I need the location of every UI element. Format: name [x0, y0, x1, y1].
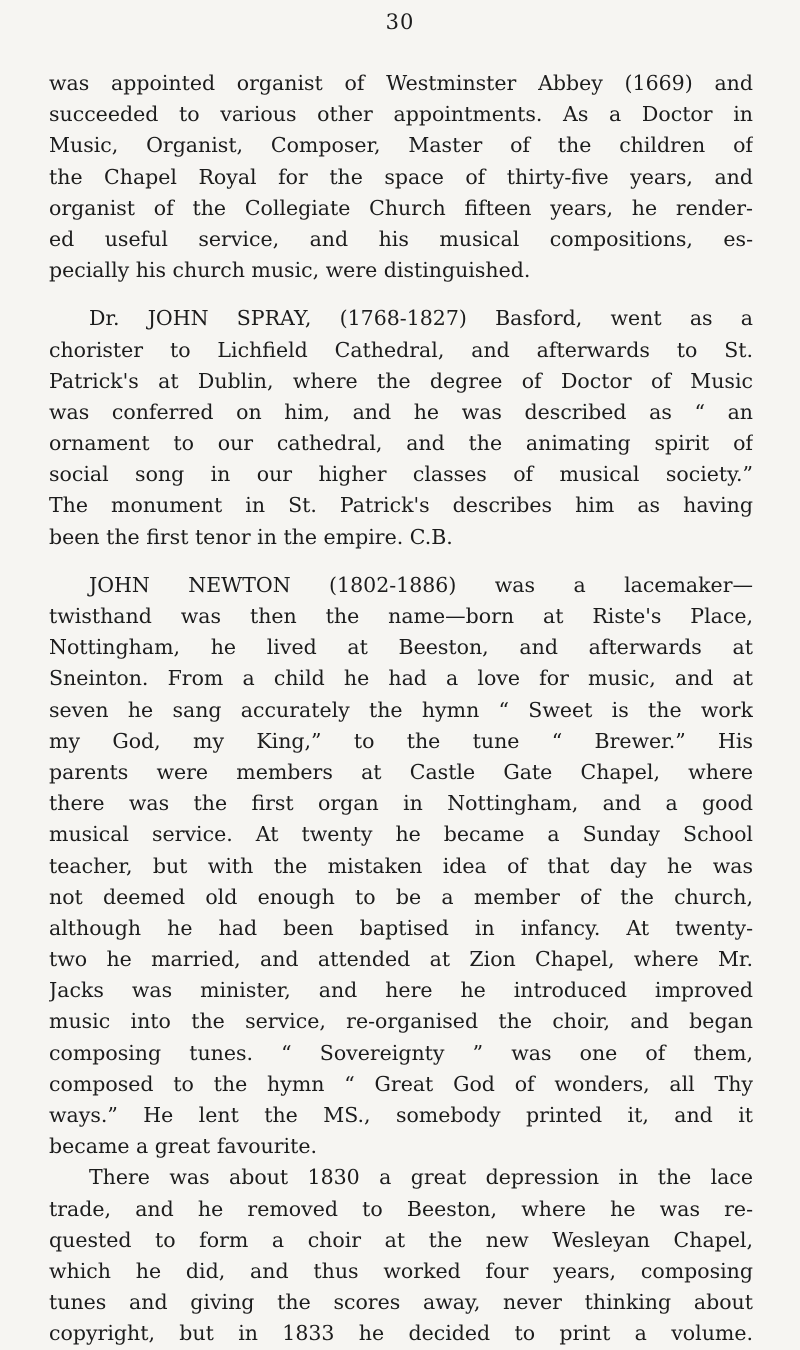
page-number: 30: [385, 10, 415, 34]
text-line: seven he sang accurately the hymn “ Sweet is the work: [49, 697, 753, 722]
text-line: copyright, but in 1833 he decided to print a volume.: [49, 1321, 753, 1346]
text-line: pecially his church music, were distinguished.: [49, 258, 531, 283]
text-line: not deemed old enough to be a member of the church,: [49, 884, 753, 909]
text-line: Nottingham, he lived at Beeston, and afterwards at: [49, 635, 753, 660]
text-line: was appointed organist of Westminster Abbey (1669) and: [49, 71, 753, 95]
text-line: although he had been baptised in infancy. At twenty-: [49, 915, 753, 940]
text-line: succeeded to various other appointments. As a Doctor in: [49, 102, 753, 127]
text-line: music into the service, re-organised the choir, and began: [49, 1009, 753, 1034]
text-line: composed to the hymn “ Great God of wonders, all Thy: [49, 1071, 753, 1096]
text-line: composing tunes. “ Sovereignty ” was one of them,: [49, 1040, 753, 1065]
text-line: Music, Organist, Composer, Master of the children of: [49, 133, 753, 158]
paragraph-lace-depression: [49, 1162, 753, 1349]
text-line: two he married, and attended at Zion Chapel, where Mr.: [49, 947, 753, 972]
text-line: my God, my King,” to the tune “ Brewer.” His: [49, 728, 753, 753]
text-line: quested to form a choir at the new Wesleyan Chapel,: [49, 1227, 753, 1252]
text-line: teacher, but with the mistaken idea of that day he was: [49, 853, 753, 878]
text-line: JOHN NEWTON (1802-1886) was a lacemaker—: [89, 572, 753, 597]
text-line: the Chapel Royal for the space of thirty-five years, and: [49, 164, 753, 189]
text-line: Dr. JOHN SPRAY, (1768-1827) Basford, went as a: [89, 306, 753, 331]
text-line: parents were members at Castle Gate Chapel, where: [49, 759, 753, 784]
text-line: ornament to our cathedral, and the animating spirit of: [49, 431, 753, 456]
text-line: ed useful service, and his musical compositions, es-: [49, 226, 753, 251]
text-line: which he did, and thus worked four years, composing: [49, 1258, 753, 1283]
text-line: chorister to Lichfield Cathedral, and afterwards to St.: [49, 337, 753, 362]
text-line: twisthand was then the name—born at Riste's Place,: [49, 604, 753, 628]
text-line: organist of the Collegiate Church fifteen years, he render-: [49, 195, 753, 220]
text-line: trade, and he removed to Beeston, where he was re-: [49, 1196, 753, 1221]
text-line: Jacks was minister, and here he introduced improved: [49, 978, 753, 1003]
paragraph-john-spray: [49, 303, 753, 553]
text-line: There was about 1830 a great depression in the lace: [89, 1165, 753, 1190]
text-line: ways.” He lent the MS., somebody printed it, and it: [49, 1103, 753, 1127]
paragraph-organist-continuation: [49, 68, 753, 286]
text-line: was conferred on him, and he was described as “ an: [49, 399, 753, 424]
text-line: social song in our higher classes of musical society.”: [49, 462, 753, 487]
paragraph-john-newton: [49, 570, 753, 1163]
text-line: tunes and giving the scores away, never thinking about: [49, 1290, 753, 1315]
text-line: became a great favourite.: [49, 1134, 317, 1159]
text-line: Sneinton. From a child he had a love for music, and at: [49, 666, 753, 691]
text-line: been the first tenor in the empire. C.B.: [49, 524, 453, 549]
paragraph-gap: [49, 286, 753, 303]
text-line: The monument in St. Patrick's describes him as having: [49, 493, 753, 518]
paragraph-gap: [49, 553, 753, 570]
text-line: there was the first organ in Nottingham, and a good: [49, 791, 753, 816]
text-line: Patrick's at Dublin, where the degree of Doctor of Music: [49, 368, 753, 393]
body-text: [49, 68, 753, 1350]
text-line: musical service. At twenty he became a Sunday School: [49, 822, 753, 847]
